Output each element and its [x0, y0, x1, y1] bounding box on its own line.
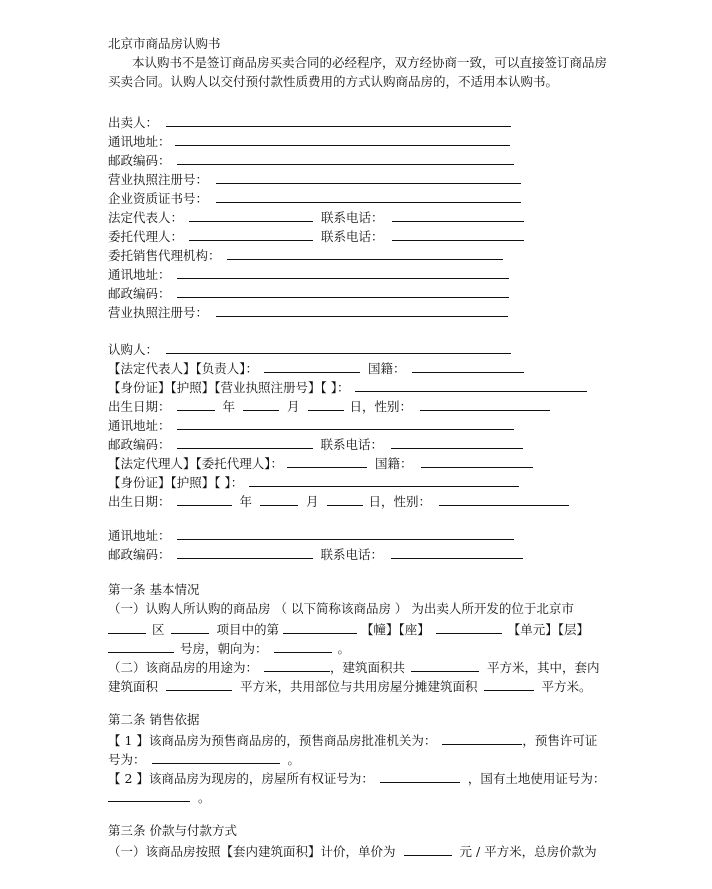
agency-postcode-row	[108, 284, 509, 302]
buyer-agent-phone-field[interactable]	[391, 545, 523, 559]
seller-postcode-field[interactable]	[177, 151, 514, 165]
article1-unit-field[interactable]	[436, 620, 502, 634]
seller-phone-label: 联系电话：	[321, 210, 384, 225]
buyer-agent-field[interactable]	[287, 454, 367, 468]
document-title: 北京市商品房认购书	[108, 36, 221, 51]
seller-qualification-label: 企业资质证书号：	[108, 191, 209, 206]
buyer-agent-birth-year-field[interactable]	[177, 492, 232, 506]
buyer-birth-day-field[interactable]	[308, 397, 344, 411]
seller-license-row	[108, 170, 521, 188]
article1-room-label: 号房，朝向为：	[180, 641, 268, 656]
buyer-postcode-label: 邮政编码：	[108, 437, 171, 452]
article1-p1-line2	[108, 620, 589, 638]
article1-p2-line1	[108, 658, 600, 676]
seller-field[interactable]	[166, 113, 511, 127]
sales-agency-field[interactable]	[227, 246, 503, 260]
seller-qualification-field[interactable]	[216, 189, 521, 203]
article3-price-label: （一）该商品房按照【套内建筑面积】计价，单价为	[108, 844, 396, 859]
seller-address-label: 通讯地址：	[108, 134, 171, 149]
buyer-agent-postcode-label: 邮政编码：	[108, 547, 171, 562]
article1-shared-area-field[interactable]	[484, 677, 534, 691]
article2-land-label: ，国有土地使用证号为：	[467, 771, 606, 786]
article1-shared-area-unit: 平方米。	[541, 679, 592, 694]
buyer-agent-nationality-field[interactable]	[421, 454, 533, 468]
seller-agent-field[interactable]	[189, 227, 313, 241]
article1-p1-end: 。	[337, 641, 351, 656]
seller-phone-field[interactable]	[392, 208, 524, 222]
buyer-nationality-label: 国籍：	[368, 361, 406, 376]
article2-item2-line2	[108, 788, 211, 806]
buyer-agent-address-row	[108, 526, 514, 544]
sales-agency-label: 委托销售代理机构：	[108, 248, 221, 263]
buyer-agent-birth-row	[108, 492, 569, 510]
seller-row	[108, 113, 511, 131]
buyer-agent-postcode-row	[108, 545, 523, 563]
article1-area-label: ，建筑面积共	[330, 660, 406, 675]
article2-heading: 第二条 销售依据	[108, 712, 200, 727]
buyer-birth-row	[108, 397, 550, 415]
article3-p1-line1	[108, 842, 597, 860]
buyer-agent-nationality-label: 国籍：	[375, 456, 413, 471]
seller-license-label: 营业执照注册号：	[108, 172, 209, 187]
article1-heading: 第一条 基本情况	[108, 582, 200, 597]
buyer-nationality-field[interactable]	[412, 359, 524, 373]
seller-qualification-row	[108, 189, 521, 207]
article1-units-label: 【幢】【座】	[361, 622, 430, 637]
buyer-agent-id-row	[108, 473, 519, 491]
seller-legal-rep-field[interactable]	[189, 208, 313, 222]
article1-floor-field[interactable]	[108, 639, 174, 653]
buyer-address-field[interactable]	[177, 416, 514, 430]
seller-agent-row	[108, 227, 524, 245]
article2-item2-end: 。	[198, 790, 211, 805]
agency-address-field[interactable]	[177, 265, 509, 279]
buyer-agent-id-label: 【身份证】【护照】【 】：	[108, 475, 244, 490]
article1-area-unit-label: 平方米，其中，套内	[487, 660, 600, 675]
seller-agent-label: 委托代理人：	[108, 229, 184, 244]
seller-address-row	[108, 132, 510, 150]
buyer-agent-gender-field[interactable]	[439, 492, 569, 506]
article1-usage-field[interactable]	[264, 658, 330, 672]
article2-ownership-field[interactable]	[380, 769, 460, 783]
buyer-birth-year-field[interactable]	[177, 397, 215, 411]
article3-total-label: 元 / 平方米，总房价款为	[459, 844, 597, 859]
buyer-phone-label: 联系电话：	[320, 437, 384, 452]
agency-address-label: 通讯地址：	[108, 267, 171, 282]
article2-land-field[interactable]	[108, 788, 190, 802]
article3-unit-price-field[interactable]	[404, 842, 452, 856]
article1-inner-area-field[interactable]	[166, 677, 232, 691]
article1-usage-label: （二）该商品房的用途为：	[108, 660, 259, 675]
seller-agent-phone-label: 联系电话：	[321, 229, 384, 244]
article1-district-field[interactable]	[171, 620, 209, 634]
article1-project-label: 项目中的第	[216, 622, 280, 637]
article1-orientation-field[interactable]	[274, 639, 332, 653]
buyer-day-gender-label: 日，性别：	[349, 399, 413, 414]
article1-inner-area-label: 建筑面积	[108, 679, 159, 694]
article2-item1-label: 【 1 】该商品房为预售商品房的，预售商品房批准机关为：	[108, 733, 437, 748]
seller-postcode-label: 邮政编码：	[108, 153, 171, 168]
buyer-agent-year-label: 年	[239, 494, 253, 509]
article1-shared-area-label: 平方米，共用部位与共用房屋分摊建筑面积	[240, 679, 478, 694]
article2-permit-no-label: 号为：	[108, 752, 146, 767]
article1-p2-line2	[108, 677, 592, 695]
buyer-field[interactable]	[166, 340, 511, 354]
article2-item2-line1	[108, 769, 605, 787]
agency-postcode-field[interactable]	[177, 284, 509, 298]
buyer-label: 认购人：	[108, 342, 159, 357]
article2-permit-field[interactable]	[152, 750, 280, 764]
buyer-agent-address-label: 通讯地址：	[108, 528, 171, 543]
article2-item1-end: 。	[287, 752, 301, 767]
seller-license-field[interactable]	[216, 170, 521, 184]
buyer-agent-phone-label: 联系电话：	[320, 547, 384, 562]
intro-line-1: 本认购书不是签订商品房买卖合同的必经程序，双方经协商一致，可以直接签订商品房	[132, 55, 608, 70]
seller-agent-phone-field[interactable]	[392, 227, 524, 241]
buyer-id-label: 【身份证】【护照】【营业执照注册号】【 】：	[108, 380, 350, 395]
seller-label: 出卖人：	[108, 115, 159, 130]
buyer-rep-field[interactable]	[264, 359, 360, 373]
buyer-id-field[interactable]	[355, 378, 587, 392]
buyer-birth-label: 出生日期：	[108, 399, 171, 414]
buyer-agent-birth-month-field[interactable]	[260, 492, 298, 506]
buyer-agent-label: 【法定代理人】【委托代理人】：	[108, 456, 284, 471]
article1-p1-line1: （一）认购人所认购的商品房 （ 以下简称该商品房 ） 为出卖人所开发的位于北京市	[108, 601, 574, 616]
seller-legal-rep-label: 法定代表人：	[108, 210, 184, 225]
buyer-month-label: 月	[287, 399, 300, 414]
buyer-address-label: 通讯地址：	[108, 418, 171, 433]
article1-building-field[interactable]	[283, 620, 357, 634]
seller-legal-rep-row	[108, 208, 524, 226]
agency-license-label: 营业执照注册号：	[108, 305, 209, 320]
article2-item2-label: 【 2 】该商品房为现房的，房屋所有权证号为：	[108, 771, 374, 786]
agency-license-row	[108, 303, 508, 321]
buyer-rep-row	[108, 359, 524, 377]
buyer-agent-address-field[interactable]	[177, 526, 514, 540]
buyer-row	[108, 340, 511, 358]
buyer-birth-month-field[interactable]	[243, 397, 279, 411]
buyer-agent-id-field[interactable]	[249, 473, 519, 487]
seller-postcode-row	[108, 151, 514, 169]
article1-p1-line3	[108, 639, 350, 657]
buyer-rep-label: 【法定代表人】【负责人】：	[108, 361, 259, 376]
buyer-year-label: 年	[222, 399, 236, 414]
buyer-postcode-field[interactable]	[177, 435, 313, 449]
article2-item1-line1	[108, 731, 597, 749]
article2-permit-label: ，预售许可证	[522, 733, 598, 748]
agency-postcode-label: 邮政编码：	[108, 286, 171, 301]
buyer-agent-birth-label: 出生日期：	[108, 494, 171, 509]
article3-heading: 第三条 价款与付款方式	[108, 823, 237, 838]
buyer-postcode-row	[108, 435, 523, 453]
buyer-address-row	[108, 416, 514, 434]
buyer-agent-day-gender-label: 日，性别：	[368, 494, 432, 509]
buyer-agent-month-label: 月	[306, 494, 319, 509]
article2-item1-line2	[108, 750, 300, 768]
buyer-phone-field[interactable]	[391, 435, 523, 449]
article1-building-no-field[interactable]	[108, 620, 146, 634]
article1-district-label: 区	[152, 622, 165, 637]
agency-address-row	[108, 265, 509, 283]
intro-line-2: 买卖合同。认购人以交付预付款性质费用的方式认购商品房的，不适用本认购书。	[108, 74, 559, 89]
article2-authority-field[interactable]	[442, 731, 522, 745]
sales-agency-row	[108, 246, 503, 264]
agency-license-field[interactable]	[216, 303, 508, 317]
buyer-gender-field[interactable]	[420, 397, 550, 411]
seller-address-field[interactable]	[175, 132, 510, 146]
article1-area-field[interactable]	[411, 658, 479, 672]
article1-unit-label: 【单元】【层】	[507, 622, 590, 637]
buyer-agent-birth-day-field[interactable]	[327, 492, 363, 506]
buyer-id-row	[108, 378, 587, 396]
buyer-agent-postcode-field[interactable]	[177, 545, 313, 559]
buyer-agent-row	[108, 454, 533, 472]
